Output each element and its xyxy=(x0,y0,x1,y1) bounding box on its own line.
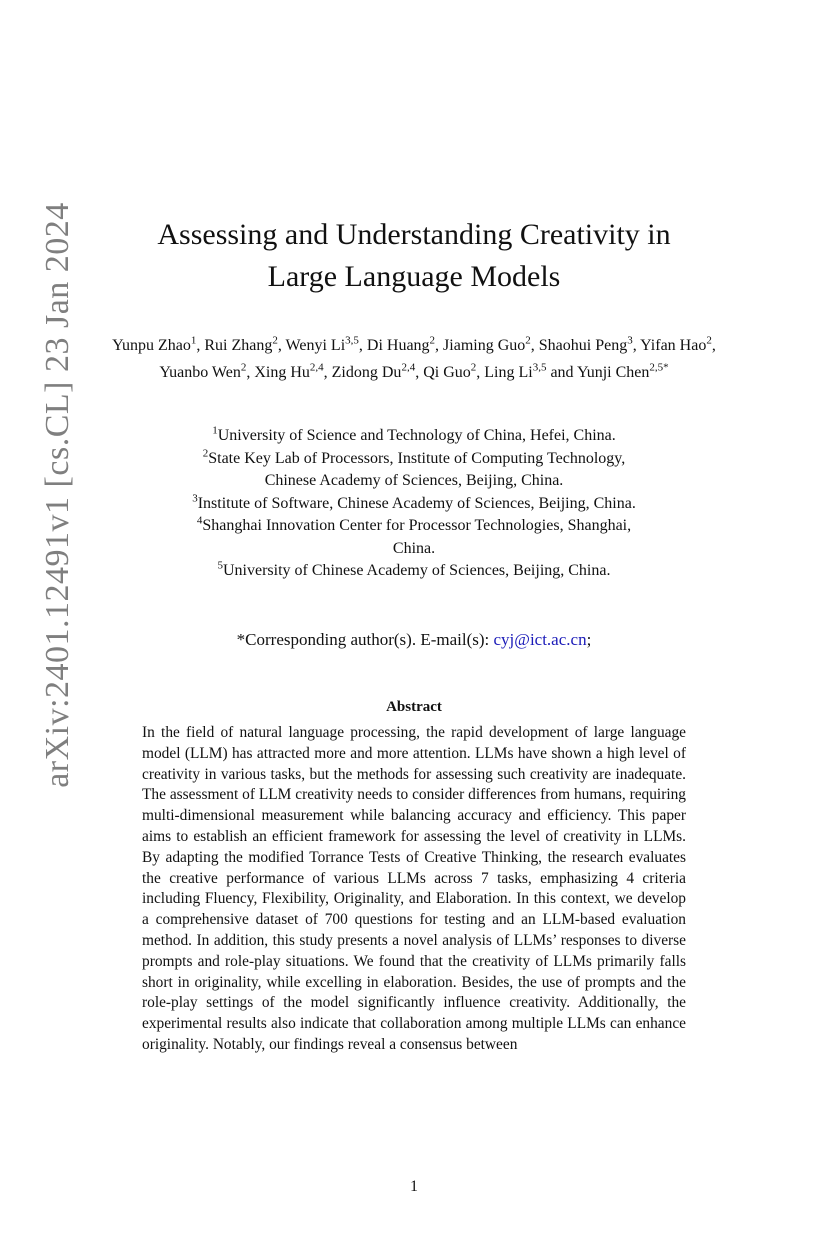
affiliation-text: University of Science and Technology of China, Hefei, China. xyxy=(217,427,616,444)
author-affiliation-marker: 3 xyxy=(627,334,633,347)
author-name: Xing Hu xyxy=(254,364,310,381)
author-separator: and xyxy=(546,364,577,381)
abstract-heading: Abstract xyxy=(386,699,442,715)
affiliation-text: China. xyxy=(392,539,436,557)
affiliation-line xyxy=(100,538,728,561)
author-list xyxy=(112,332,716,386)
affiliation-list xyxy=(100,425,728,583)
author-name: Wenyi Li xyxy=(285,337,346,354)
author-separator: , xyxy=(358,337,367,354)
author-name: Yunpu Zhao xyxy=(112,337,191,354)
page-number: 1 xyxy=(410,1178,418,1195)
author-separator: , xyxy=(530,337,539,354)
affiliation-text: Chinese Academy of Sciences, Beijing, China. xyxy=(264,472,564,489)
affiliation-text: Institute of Software, Chinese Academy of Sciences, Beijing, China. xyxy=(197,494,636,512)
author-affiliation-marker: 2 xyxy=(525,334,531,347)
affiliation-line xyxy=(100,515,728,538)
affiliation-line xyxy=(100,470,728,493)
corresponding-author-line xyxy=(100,630,728,650)
author-separator: , xyxy=(415,364,424,381)
author-name: Qi Guo xyxy=(423,364,471,381)
author-affiliation-marker: 2 xyxy=(272,334,278,347)
author-name: Di Huang xyxy=(366,337,430,354)
author-affiliation-marker: 1 xyxy=(190,334,197,347)
author-affiliation-marker: 2 xyxy=(240,361,247,374)
affiliation-marker: 3 xyxy=(192,492,198,505)
affiliation-line xyxy=(100,425,728,448)
author-name: Yuanbo Wen xyxy=(159,364,241,381)
author-separator: , xyxy=(196,337,205,354)
author-separator: , xyxy=(323,364,332,381)
author-affiliation-marker: 2 xyxy=(706,334,712,347)
affiliation-marker: 1 xyxy=(212,424,218,437)
author-affiliation-marker: 2,4 xyxy=(401,361,416,374)
author-name: Rui Zhang xyxy=(204,337,273,354)
author-name: Yunji Chen xyxy=(576,364,650,381)
author-separator: , xyxy=(711,337,716,354)
author-name: Jiaming Guo xyxy=(443,337,526,354)
affiliation-text: University of Chinese Academy of Sciences, Beijing, China. xyxy=(223,562,611,579)
corresponding-prefix: *Corresponding author(s). E-mail(s): xyxy=(236,630,494,649)
title-line-2: Large Language Models xyxy=(267,260,561,293)
affiliation-text: Shanghai Innovation Center for Processor Technologies, Shanghai, xyxy=(202,517,632,534)
author-affiliation-marker: 2 xyxy=(470,361,477,374)
paper-title xyxy=(100,214,728,298)
author-separator: , xyxy=(435,337,444,354)
author-name: Ling Li xyxy=(484,364,533,381)
affiliation-marker: 2 xyxy=(202,447,209,460)
corresponding-email-link[interactable]: cyj@ict.ac.cn xyxy=(493,630,587,649)
affiliation-text: State Key Lab of Processors, Institute of Computing Technology, xyxy=(208,449,626,467)
author-affiliation-marker: 2,5* xyxy=(649,361,669,374)
affiliation-marker: 5 xyxy=(217,559,223,572)
author-separator: , xyxy=(277,337,286,354)
author-affiliation-marker: 2 xyxy=(429,334,436,347)
author-name: Yifan Hao xyxy=(640,337,707,354)
affiliation-marker: 4 xyxy=(196,514,203,527)
abstract-text: In the field of natural language processing, the rapid development of large language model (LLM) has attracted more and more attention. LLMs have shown a high level of creativity in various tasks, but the methods for assessing such creativity are inadequate. The assessment of LLM creativity needs to consider differences from humans, requiring multi-dimensional measurement while balancing accuracy and efficiency. This paper aims to establish an efficient framework for assessing the level of creativity in LLMs. By adapting the modified Torrance Tests of Creative Thinking, the research evaluates the creative performance of various LLMs across 7 tasks, emphasizing 4 criteria including Fluency, Flexibility, Originality, and Elaboration. In this context, we develop a comprehensive dataset of 700 questions for testing and an LLM-based evaluation method. In addition, this study presents a novel analysis of LLMs’ responses to diverse prompts and role-play situations. We found that the creativity of LLMs primarily falls short in originality, while excelling in elaboration. Besides, the use of prompts and the role-play settings of the model significantly influence creativity. Additionally, the experimental results also indicate that collaboration among multiple LLMs can enhance originality. Notably, our findings reveal a consensus between xyxy=(142,724,686,1053)
author-affiliation-marker: 3,5 xyxy=(345,334,359,347)
author-affiliation-marker: 2,4 xyxy=(309,361,324,374)
author-name: Zidong Du xyxy=(331,364,402,381)
affiliation-line xyxy=(100,493,728,516)
arxiv-identifier-stamp: arXiv:2401.12491v1 [cs.CL] 23 Jan 2024 xyxy=(39,202,76,788)
author-separator: , xyxy=(632,337,641,354)
author-name: Shaohui Peng xyxy=(538,337,628,354)
title-line-1: Assessing and Understanding Creativity in xyxy=(157,218,671,251)
affiliation-line xyxy=(100,560,728,583)
author-affiliation-marker: 3,5 xyxy=(532,361,547,374)
affiliation-line xyxy=(100,448,728,471)
corresponding-suffix: ; xyxy=(586,630,592,649)
author-separator: , xyxy=(476,364,485,381)
author-separator: , xyxy=(246,364,255,381)
